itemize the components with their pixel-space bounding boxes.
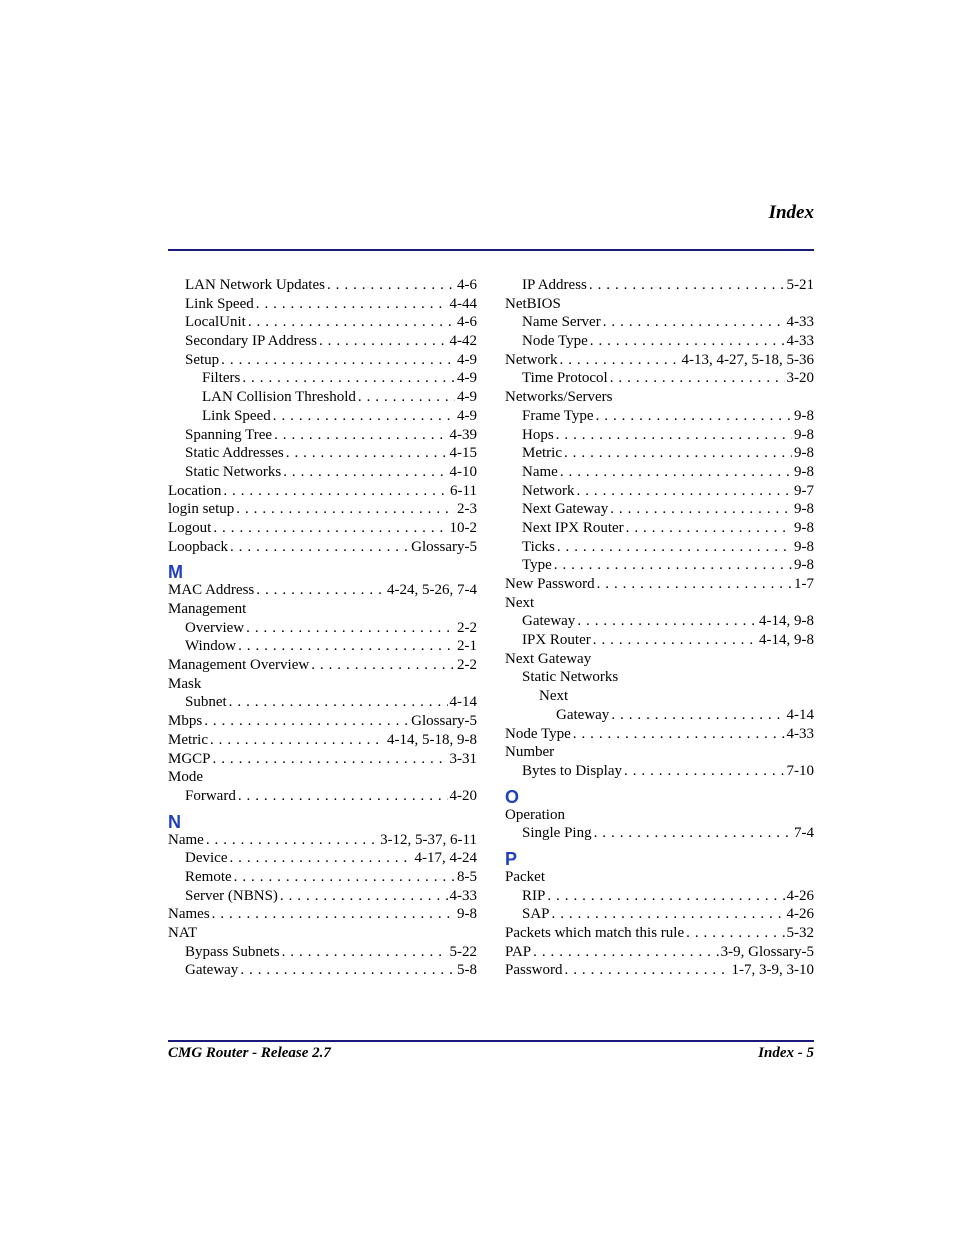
index-term: Name	[522, 463, 558, 480]
index-letter-heading: P	[505, 848, 518, 869]
index-entry	[505, 482, 814, 501]
index-term: RIP	[522, 887, 546, 904]
index-term: Names	[168, 906, 210, 923]
index-page-refs: 2-2	[457, 657, 477, 674]
index-letter-heading: O	[505, 786, 520, 807]
dot-leader	[610, 369, 785, 388]
index-term: Static Networks	[185, 463, 282, 480]
index-term: Forward	[185, 787, 236, 804]
dot-leader	[610, 500, 792, 519]
index-entry	[505, 631, 814, 650]
index-page-refs: 4-9	[457, 351, 477, 368]
index-page-refs: 3-12, 5-37, 6-11	[380, 831, 477, 848]
index-entry	[505, 650, 814, 669]
index-term: PAP	[505, 943, 532, 960]
index-page-refs: 4-14, 5-18, 9-8	[387, 731, 477, 748]
dot-leader	[557, 538, 792, 557]
dot-leader	[603, 313, 785, 332]
page-title: Index	[768, 202, 814, 223]
index-page-refs: 5-22	[449, 943, 477, 960]
index-entry	[168, 482, 477, 501]
index-page-refs: 3-20	[786, 370, 814, 387]
dot-leader	[533, 943, 719, 962]
index-page-refs: 9-7	[794, 482, 814, 499]
dot-leader	[358, 388, 455, 407]
dot-leader	[311, 656, 455, 675]
index-term: Filters	[202, 370, 241, 387]
dot-leader	[238, 787, 448, 806]
index-page-refs: 4-14, 9-8	[759, 632, 814, 649]
index-term: Packets which match this rule	[505, 925, 685, 941]
index-term: Management	[168, 601, 247, 617]
index-page-refs: 9-8	[794, 538, 814, 555]
index-entry	[168, 444, 477, 463]
index-entry	[505, 295, 814, 314]
index-term: Node Type	[522, 333, 588, 350]
index-entry	[505, 351, 814, 370]
index-entry	[505, 725, 814, 744]
index-term: NetBIOS	[505, 295, 561, 312]
dot-leader	[229, 849, 412, 868]
index-page-refs: 10-2	[449, 519, 477, 536]
index-page-refs: 5-21	[786, 277, 814, 293]
index-entry	[168, 849, 477, 868]
dot-leader	[242, 369, 455, 388]
index-term: Frame Type	[522, 407, 594, 424]
index-entry	[168, 943, 477, 962]
index-term: login setup	[168, 501, 235, 518]
index-term: Mask	[168, 675, 202, 692]
index-page-refs: 4-14, 9-8	[759, 613, 814, 630]
index-term: Mbps	[168, 713, 203, 730]
index-term: Loopback	[168, 538, 228, 555]
dot-leader	[597, 575, 792, 594]
dot-leader	[626, 519, 792, 538]
index-entry	[505, 388, 814, 407]
index-entry	[168, 787, 477, 806]
index-page-refs: 1-7, 3-9, 3-10	[731, 962, 814, 979]
index-entry	[168, 768, 477, 787]
index-term: Secondary IP Address	[185, 333, 317, 350]
index-page-refs: 4-33	[786, 314, 814, 331]
dot-leader	[234, 868, 455, 887]
index-entry	[168, 369, 477, 388]
index-entry	[168, 924, 477, 943]
index-term: Spanning Tree	[185, 426, 273, 443]
dot-leader	[560, 463, 792, 482]
index-page-refs: 9-8	[794, 407, 814, 424]
dot-leader	[283, 463, 447, 482]
index-page-refs: 4-33	[786, 725, 814, 742]
index-term: Gateway	[185, 962, 239, 979]
index-term: Gateway	[556, 706, 610, 723]
index-page-refs: 9-8	[794, 463, 814, 480]
index-page-refs: Glossary-5	[411, 713, 477, 730]
index-page-refs: 9-8	[457, 906, 477, 923]
index-term: Metric	[168, 731, 208, 748]
index-column-right	[505, 276, 814, 980]
dot-leader	[577, 612, 757, 631]
index-page-refs: 3-9, Glossary-5	[720, 943, 814, 960]
footer-rule	[168, 1040, 814, 1042]
index-term: Overview	[185, 619, 245, 636]
index-term: MGCP	[168, 750, 211, 767]
index-letter-heading: M	[168, 562, 183, 583]
index-entry	[168, 463, 477, 482]
dot-leader	[206, 831, 378, 850]
index-term: NAT	[168, 925, 198, 941]
index-term: LocalUnit	[185, 314, 246, 331]
index-page-refs: 4-26	[786, 906, 814, 923]
dot-leader	[204, 712, 409, 731]
index-entry	[505, 556, 814, 575]
dot-leader	[593, 631, 757, 650]
index-entry	[505, 313, 814, 332]
dot-leader	[273, 407, 455, 426]
index-entry	[168, 295, 477, 314]
index-entry	[505, 743, 814, 762]
index-entry	[505, 575, 814, 594]
index-entry	[505, 332, 814, 351]
index-entry	[505, 687, 814, 706]
index-entry	[168, 656, 477, 675]
dot-leader	[573, 725, 785, 744]
index-page-refs: 4-26	[786, 887, 814, 904]
index-entry	[168, 619, 477, 638]
index-entry	[168, 831, 477, 850]
index-entry	[168, 887, 477, 906]
index-page-refs: 4-13, 4-27, 5-18, 5-36	[681, 351, 814, 368]
index-entry	[505, 905, 814, 924]
index-term: Static Addresses	[185, 445, 284, 462]
dot-leader	[286, 444, 448, 463]
index-entry	[168, 693, 477, 712]
index-term: Logout	[168, 519, 212, 536]
index-page-refs: 1-7	[794, 576, 814, 592]
index-entry	[168, 750, 477, 769]
index-term: IPX Router	[522, 632, 591, 649]
index-term: Network	[505, 351, 558, 368]
index-page-refs: 9-8	[794, 557, 814, 574]
index-page-refs: Glossary-5	[411, 538, 477, 555]
index-entry	[505, 426, 814, 445]
index-term: Metric	[522, 445, 562, 462]
index-entry	[505, 519, 814, 538]
index-term: Subnet	[185, 694, 227, 711]
index-term: Next IPX Router	[522, 519, 624, 536]
index-entry	[505, 444, 814, 463]
dot-leader	[210, 731, 385, 750]
dot-leader	[577, 482, 793, 501]
dot-leader	[554, 556, 792, 575]
index-entry	[168, 426, 477, 445]
index-term: Management Overview	[168, 657, 310, 674]
index-column-left	[168, 276, 477, 980]
index-term: Bypass Subnets	[185, 943, 280, 960]
dot-leader	[230, 538, 409, 557]
index-entry	[505, 961, 814, 980]
index-page-refs: 5-8	[457, 962, 477, 979]
index-page-refs: 6-11	[450, 482, 477, 499]
index-entry	[168, 961, 477, 980]
index-page-refs: 4-44	[449, 295, 477, 312]
index-entry	[505, 407, 814, 426]
index-entry	[505, 500, 814, 519]
index-term: Server (NBNS)	[185, 887, 278, 904]
index-page-refs: 4-9	[457, 407, 477, 424]
index-page-refs: 7-4	[794, 825, 814, 842]
dot-leader	[238, 637, 455, 656]
index-entry	[168, 388, 477, 407]
index-term: Single Ping	[522, 825, 592, 842]
dot-leader	[248, 313, 455, 332]
index-page-refs: 4-33	[449, 887, 477, 904]
index-term: Password	[505, 962, 563, 979]
dot-leader	[213, 519, 447, 538]
index-term: Hops	[522, 426, 554, 443]
dot-leader	[686, 924, 784, 943]
dot-leader	[246, 619, 455, 638]
dot-leader	[280, 887, 448, 906]
dot-leader	[547, 887, 784, 906]
index-entry	[505, 868, 814, 887]
dot-leader	[327, 276, 455, 295]
index-term: MAC Address	[168, 582, 255, 599]
index-entry	[168, 600, 477, 619]
header-rule	[168, 249, 814, 251]
index-term: Number	[505, 744, 555, 761]
index-entry	[505, 369, 814, 388]
index-entry	[168, 538, 477, 557]
dot-leader	[596, 407, 792, 426]
index-entry	[168, 500, 477, 519]
index-page-refs: 4-10	[449, 463, 477, 480]
index-page-refs: 7-10	[786, 762, 814, 779]
index-term: Window	[185, 638, 237, 655]
index-entry	[505, 924, 814, 943]
index-page-refs: 4-14	[449, 694, 477, 711]
index-page-refs: 4-6	[457, 314, 477, 331]
index-page-refs: 9-8	[794, 519, 814, 536]
index-page-refs: 8-5	[457, 868, 477, 885]
dot-leader	[564, 444, 792, 463]
index-entry	[168, 637, 477, 656]
index-entry	[168, 276, 477, 295]
index-entry	[505, 706, 814, 725]
index-term: Next Gateway	[505, 650, 592, 667]
index-entry	[505, 538, 814, 557]
index-entry	[168, 712, 477, 731]
index-page-refs: 4-39	[449, 426, 477, 443]
index-term: Static Networks	[522, 669, 619, 686]
index-term: Next	[539, 688, 569, 705]
index-entry	[505, 668, 814, 687]
dot-leader	[229, 693, 448, 712]
index-term: Type	[522, 557, 552, 574]
index-page-refs: 9-8	[794, 445, 814, 462]
index-page-refs: 4-6	[457, 277, 477, 293]
index-term: Link Speed	[202, 407, 271, 424]
index-entry	[168, 905, 477, 924]
index-page-refs: 4-15	[449, 445, 477, 462]
index-entry	[505, 594, 814, 613]
index-entry	[168, 675, 477, 694]
index-page-refs: 2-3	[457, 501, 477, 518]
dot-leader	[240, 961, 455, 980]
dot-leader	[611, 706, 784, 725]
index-entry	[168, 313, 477, 332]
dot-leader	[589, 276, 785, 295]
index-page-refs: 3-31	[449, 750, 477, 767]
dot-leader	[556, 426, 792, 445]
dot-leader	[256, 581, 385, 600]
dot-leader	[319, 332, 448, 351]
index-page-refs: 9-8	[794, 501, 814, 518]
index-entry	[168, 332, 477, 351]
index-term: Remote	[185, 868, 232, 885]
index-entry	[168, 351, 477, 370]
index-entry	[505, 612, 814, 631]
dot-leader	[594, 824, 792, 843]
index-entry	[505, 762, 814, 781]
index-entry	[505, 276, 814, 295]
dot-leader	[212, 905, 455, 924]
index-entry	[168, 407, 477, 426]
index-term: Device	[185, 850, 228, 867]
index-page-refs: 4-9	[457, 389, 477, 406]
dot-leader	[565, 961, 730, 980]
index-entry	[505, 887, 814, 906]
index-term: Name Server	[522, 314, 601, 331]
index-term: SAP	[522, 906, 550, 923]
index-term: Location	[168, 482, 222, 499]
dot-leader	[256, 295, 448, 314]
index-page-refs: 4-17, 4-24	[414, 850, 477, 867]
index-letter-heading: N	[168, 811, 181, 832]
index-entry	[168, 519, 477, 538]
index-term: LAN Network Updates	[185, 277, 325, 293]
dot-leader	[560, 351, 680, 370]
dot-leader	[221, 351, 455, 370]
index-page-refs: 9-8	[794, 426, 814, 443]
index-term: Time Protocol	[522, 370, 608, 387]
index-term: Next	[505, 594, 535, 611]
index-entry	[505, 824, 814, 843]
index-term: Ticks	[522, 538, 555, 555]
index-term: Node Type	[505, 725, 571, 742]
index-term: Name	[168, 831, 204, 848]
index-entry	[505, 463, 814, 482]
index-page-refs: 4-33	[786, 333, 814, 350]
index-term: LAN Collision Threshold	[202, 389, 356, 406]
index-term: Link Speed	[185, 295, 254, 312]
footer-page-number: Index - 5	[758, 1045, 814, 1061]
index-term: Setup	[185, 351, 220, 368]
index-term: Bytes to Display	[522, 762, 622, 779]
index-term: IP Address	[522, 277, 587, 293]
index-page-refs: 4-24, 5-26, 7-4	[387, 582, 477, 599]
dot-leader	[624, 762, 785, 781]
dot-leader	[274, 426, 447, 445]
index-term: New Password	[505, 576, 595, 592]
index-page-refs: 2-2	[457, 619, 477, 636]
index-page-refs: 5-32	[786, 925, 814, 941]
dot-leader	[213, 750, 448, 769]
index-term: Networks/Servers	[505, 389, 613, 406]
index-page-refs: 4-20	[449, 787, 477, 804]
index-page-refs: 2-1	[457, 638, 477, 655]
index-term: Operation	[505, 806, 565, 823]
dot-leader	[236, 500, 455, 519]
index-term: Next Gateway	[522, 501, 609, 518]
index-entry	[505, 943, 814, 962]
index-term: Gateway	[522, 613, 576, 630]
index-term: Mode	[168, 769, 203, 786]
index-page-refs: 4-14	[786, 706, 814, 723]
index-term: Packet	[505, 868, 545, 885]
index-page-refs: 4-9	[457, 370, 477, 387]
dot-leader	[282, 943, 448, 962]
index-entry	[168, 731, 477, 750]
index-entry	[168, 581, 477, 600]
index-entry	[505, 806, 814, 825]
dot-leader	[223, 482, 448, 501]
index-entry	[168, 868, 477, 887]
footer-document-title: CMG Router - Release 2.7	[168, 1045, 331, 1061]
dot-leader	[552, 905, 785, 924]
dot-leader	[590, 332, 785, 351]
index-page-refs: 4-42	[449, 333, 477, 350]
index-term: Network	[522, 482, 575, 499]
